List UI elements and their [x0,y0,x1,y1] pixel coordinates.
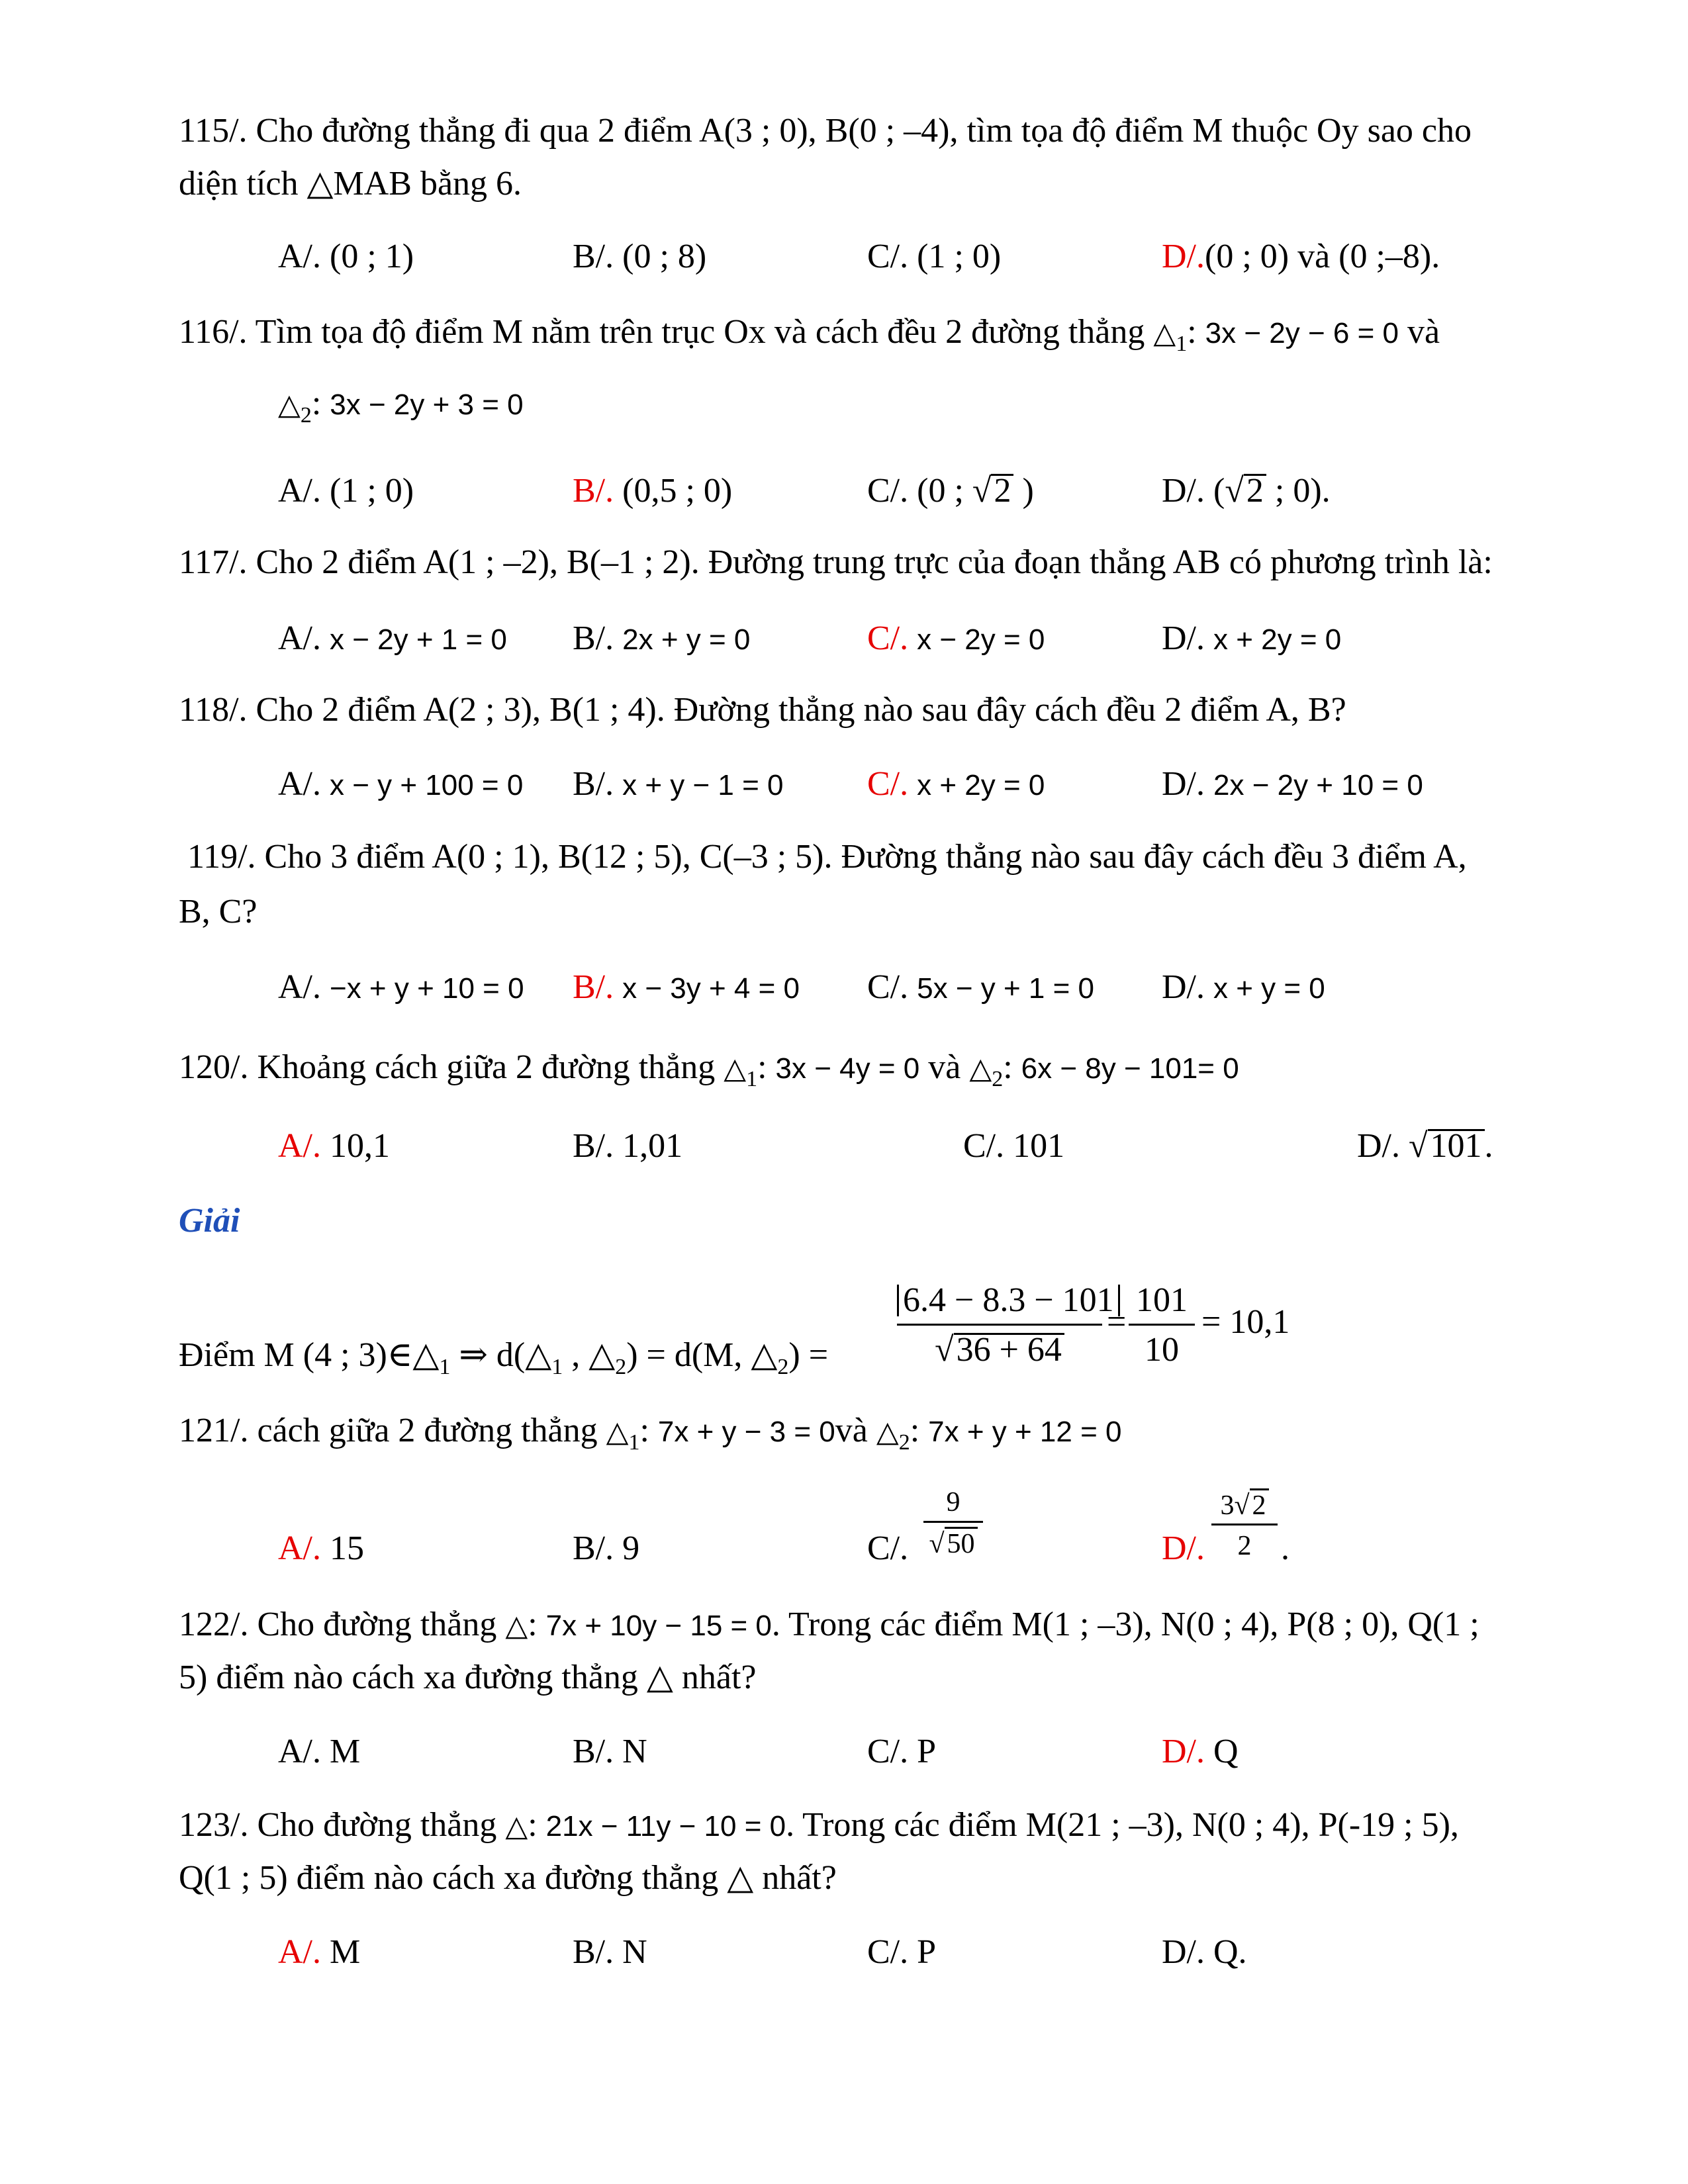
option-label: A/. [278,619,321,657]
option-label: D/. [1162,968,1205,1006]
subscript: 1 [551,1355,563,1379]
coefficient: 3 [1220,1490,1235,1521]
q121-question: 121/. cách giữa 2 đường thẳng [179,1412,598,1449]
q122-option-b: B/. N [573,1733,647,1770]
solution-line [179,1336,828,1379]
option-label: D/. [1162,1733,1205,1770]
solution-denominator: √36 + 64 [897,1330,1102,1370]
sqrt-radicand: 36 + 64 [954,1333,1064,1365]
q121-equation-2: 7x + y + 12 = 0 [928,1416,1122,1448]
solution-numerator [897,1281,1114,1320]
q116-question: 116/. Tìm tọa độ điểm M nằm trên trục Ox và cách đều 2 đường thẳng [179,313,1145,351]
q121-option-d-numerator: 3√2 [1211,1486,1278,1525]
q120-question: 120/. Khoảng cách giữa 2 đường thẳng [179,1048,716,1086]
sqrt-radicand: 2 [991,474,1013,506]
q117-option-b [573,619,750,660]
q120-option-b: B/. 1,01 [573,1127,683,1165]
q122-text-line1: 122/. Cho đường thẳng △: 7x + 10y − 15 = 0. Trong các điểm M(1 ; –3), N(0 ; 4), P(8 ; 0), Q(1 ; [179,1606,1479,1643]
q118-option-c [867,764,1045,805]
q121-option-a [278,1529,364,1569]
q122-option-d [1162,1732,1239,1772]
solution-text: Điểm M (4 ; 3)∈△ [179,1336,440,1374]
q117-option-a [278,619,507,660]
option-equation: −x + y + 10 = 0 [330,972,524,1005]
option-suffix: . [1484,1127,1493,1165]
subscript: 2 [777,1355,789,1379]
q116-text-line2: $\triangle_2$: 3x − 2y + 3 = 0 [278,385,524,428]
q122-question: 122/. Cho đường thẳng [179,1606,497,1643]
fraction-bar [923,1521,983,1523]
q122-option-c: C/. P [867,1733,937,1770]
option-equation: 5x − y + 1 = 0 [917,972,1094,1005]
q119-option-a [278,968,524,1009]
subscript: 1 [439,1355,451,1379]
sqrt-radicand: 101 [1428,1129,1485,1161]
q117-option-c [867,619,1045,660]
triangle-symbol: △ [505,1609,528,1643]
option-value: M [330,1933,361,1971]
subscript: 1 [746,1067,758,1091]
option-value: Q [1213,1733,1239,1770]
q116-option-d-suffix: ; 0). [1274,472,1331,510]
q121-option-b: B/. 9 [573,1529,640,1567]
option-label: D/. [1162,765,1205,803]
option-equation: x + y − 1 = 0 [622,769,784,801]
q121-option-c-numerator: 9 [946,1487,961,1518]
option-label: B/. [573,619,614,657]
option-value: 15 [330,1529,364,1567]
sqrt-radicand: 2 [1244,474,1266,506]
q117-option-d [1162,619,1341,660]
q116-option-d: D/. (√2 ; 0). [1162,472,1331,510]
q115-option-b: B/. (0 ; 8) [573,238,707,275]
q123-equation: 21x − 11y − 10 = 0 [545,1810,786,1843]
q120-option-a [278,1126,390,1166]
triangle-symbol: △ [505,1809,528,1843]
q122-text-line2: 5) điểm nào cách xa đường thẳng △ nhất? [179,1659,757,1696]
q121-option-c-label: C/. [867,1529,909,1567]
conjunction: và [835,1412,868,1449]
q116-equation-2: 3x − 2y + 3 = 0 [330,388,524,421]
triangle-symbol: △ [876,1415,899,1449]
solution-text: ) = [788,1336,829,1374]
q120-option-d: D/. √101. [1357,1127,1493,1165]
fraction-bar [1129,1324,1195,1326]
sqrt-radicand: 50 [945,1527,978,1559]
triangle-symbol: △ [278,388,301,422]
subscript: 1 [628,1430,640,1455]
q121-option-d-suffix: . [1281,1529,1289,1567]
q117-text-line1: 117/. Cho 2 điểm A(1 ; –2), B(–1 ; 2). Đường trung trực của đoạn thẳng AB có phương trình là: [179,543,1493,581]
q122-question-cont: . Trong các điểm M(1 ; –3), N(0 ; 4), P(8 ; 0), Q(1 ; [771,1606,1479,1643]
q119-option-c [867,968,1094,1009]
option-label: C/. [867,619,909,657]
q121-option-d-denominator: 2 [1237,1531,1252,1561]
q123-question-cont: . Trong các điểm M(21 ; –3), N(0 ; 4), P(-19 ; 5), [786,1806,1459,1844]
solution-text: ⇒ d(△ [459,1336,552,1374]
subscript: 2 [615,1355,627,1379]
option-label: C/. [867,765,909,803]
q115-text-line2: diện tích △MAB bằng 6. [179,165,522,203]
option-label: D/. [1162,619,1205,657]
q115-text-line1: 115/. Cho đường thẳng đi qua 2 điểm A(3 ; 0), B(0 ; –4), tìm tọa độ điểm M thuộc Oy sao cho [179,112,1472,150]
subscript: 1 [1176,332,1188,356]
q116-option-d-prefix: D/. ( [1162,472,1225,510]
option-equation: x − 3y + 4 = 0 [622,972,800,1005]
q118-option-d [1162,764,1423,805]
option-label: A/. [278,1933,321,1971]
q123-option-a [278,1933,360,1972]
fraction-bar [1211,1524,1278,1525]
q115-option-c: C/. (1 ; 0) [867,238,1002,275]
option-equation: x + y = 0 [1213,972,1325,1005]
option-equation: 2x − 2y + 10 = 0 [1213,769,1423,801]
q121-option-d-label: D/. [1162,1529,1205,1567]
option-label: A/. [278,765,321,803]
option-label: B/. [573,968,614,1006]
q116-equation-1: 3x − 2y − 6 = 0 [1205,317,1399,349]
q119-text-line2: B, C? [179,893,258,931]
q123-option-c: C/. P [867,1933,937,1971]
q120-option-c: C/. 101 [963,1127,1065,1165]
q119-option-b [573,968,800,1009]
q122-option-a: A/. M [278,1733,361,1770]
q115-option-d-label: D/. [1162,238,1205,275]
option-label: D/. [1357,1127,1400,1165]
triangle-symbol: △ [969,1052,992,1085]
q116-option-c: C/. (0 ; √2 ) [867,472,1034,510]
q123-option-b: B/. N [573,1933,647,1971]
subscript: 2 [992,1067,1004,1091]
option-label: C/. [867,968,909,1006]
sqrt-radicand: 2 [1250,1488,1269,1521]
option-equation: x + 2y = 0 [1213,623,1342,656]
option-label: A/. [278,1127,321,1165]
q116-option-b [573,471,732,511]
q118-option-a [278,764,523,805]
q123-text-line2: Q(1 ; 5) điểm nào cách xa đường thẳng △ nhất? [179,1859,837,1897]
conjunction: và [1407,313,1440,351]
subscript: 2 [300,403,312,428]
q115-option-a: A/. (0 ; 1) [278,238,414,275]
option-value: 10,1 [330,1127,390,1165]
option-equation: x − y + 100 = 0 [330,769,524,801]
solution-result: = 10,1 [1201,1303,1290,1341]
triangle-symbol: △ [606,1415,629,1449]
option-label: A/. [278,968,321,1006]
q119-text-line1: 119/. Cho 3 điểm A(0 ; 1), B(12 ; 5), C(–3 ; 5). Đường thẳng nào sau đây cách đều 3 điểm A, [187,838,1467,876]
q121-option-c-denominator: √50 [923,1524,983,1564]
q123-question: 123/. Cho đường thẳng [179,1806,497,1844]
q120-equation-1: 3x − 4y = 0 [775,1052,920,1085]
q115-option-d [1162,237,1440,277]
q116-option-b-value: (0,5 ; 0) [622,472,733,510]
q122-equation: 7x + 10y − 15 = 0 [545,1610,772,1642]
q116-option-a: A/. (1 ; 0) [278,472,414,510]
solution-text: ) = d(M, △ [626,1336,778,1374]
q118-text-line1: 118/. Cho 2 điểm A(2 ; 3), B(1 ; 4). Đường thẳng nào sau đây cách đều 2 điểm A, B? [179,691,1346,729]
q120-text-line1: 120/. Khoảng cách giữa 2 đường thẳng $\triangle_1$: 3x − 4y = 0 và $\triangle_2$: 6x − 8y − 101= 0 [179,1048,1239,1091]
q120-equation-2: 6x − 8y − 101= 0 [1021,1052,1239,1085]
solution-heading: Giải [179,1202,240,1240]
option-equation: x + 2y = 0 [917,769,1045,801]
q118-option-b [573,764,784,805]
absolute-value-expression: 6.4 − 8.3 − 101 [897,1285,1120,1316]
q123-option-d: D/. Q. [1162,1933,1247,1971]
q121-equation-1: 7x + y − 3 = 0 [657,1416,835,1448]
q116-option-c-suffix: ) [1022,472,1034,510]
solution-numerator-2: 101 [1136,1281,1188,1319]
option-equation: x − 2y = 0 [917,623,1045,656]
equals-sign: = [1107,1303,1127,1341]
option-equation: x − 2y + 1 = 0 [330,623,507,656]
solution-text: , △ [571,1336,616,1374]
fraction-bar [897,1324,1102,1326]
q116-option-c-prefix: C/. (0 ; [867,472,964,510]
triangle-symbol: △ [724,1052,747,1085]
q121-text-line1: 121/. cách giữa 2 đường thẳng $\triangle_1$: 7x + y − 3 = 0và $\triangle_2$: 7x + y + 12 = 0 [179,1412,1122,1455]
q119-option-d [1162,968,1325,1009]
option-equation: 2x + y = 0 [622,623,751,656]
q116-option-b-label: B/. [573,472,614,510]
triangle-symbol: △ [1153,316,1176,350]
q123-text-line1: 123/. Cho đường thẳng △: 21x − 11y − 10 = 0. Trong các điểm M(21 ; –3), N(0 ; 4), P(-19 ; 5), [179,1806,1459,1844]
solution-denominator-2: 10 [1145,1331,1179,1369]
q115-option-d-value: (0 ; 0) và (0 ;–8). [1205,238,1440,275]
option-label: B/. [573,765,614,803]
conjunction: và [928,1048,961,1086]
q116-text-line1: 116/. Tìm tọa độ điểm M nằm trên trục Ox và cách đều 2 đường thẳng $\triangle_1$: 3x − 2y − 6 = 0 và [179,313,1440,356]
option-label: A/. [278,1529,321,1567]
subscript: 2 [898,1430,910,1455]
